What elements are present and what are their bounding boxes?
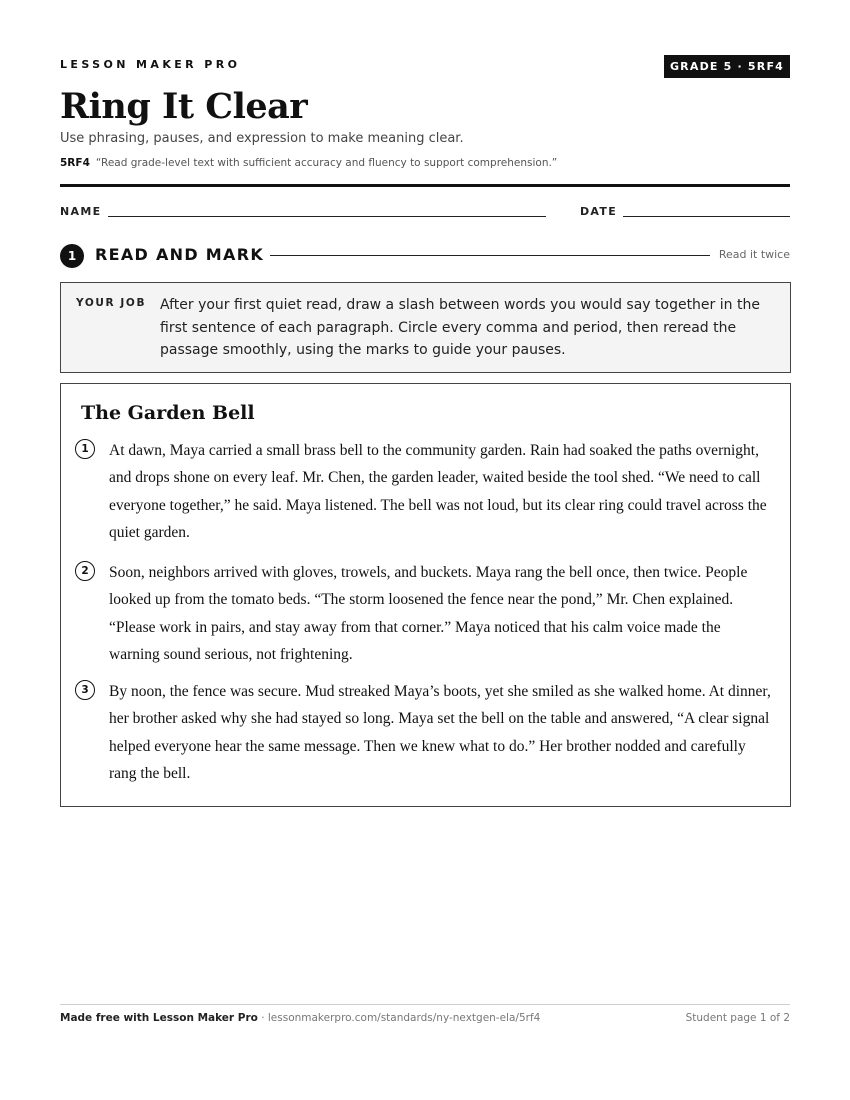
footer-separator: · [257, 1012, 268, 1024]
page-indicator: Student page 1 of 2 [685, 1012, 790, 1024]
passage-title: The Garden Bell [81, 402, 255, 424]
header-divider [60, 184, 790, 187]
standard-code: 5RF4 [60, 157, 90, 169]
passage-box [60, 383, 791, 807]
paragraph-text: Soon, neighbors arrived with gloves, trowels, and buckets. Maya rang the bell once, then twice. People looked up from the tomato beds. “The storm loosened the fence near the pond,” Mr. Chen explained. “Please work in pairs, and stay away from that corner.” Maya noticed that his calm voice made the warning sound serious, not frightening. [109, 564, 748, 663]
date-field[interactable] [623, 216, 790, 217]
paragraph-text: By noon, the fence was secure. Mud streaked Maya’s boots, yet she smiled as she walked home. At dinner, her brother asked why she had stayed so long. Maya set the bell on the table and answered, “A clear signal helped everyone hear the same message. Then we knew what to do.” Her brother nodded and carefully rang the bell. [109, 683, 771, 782]
section-number-badge: 1 [60, 244, 84, 268]
footer-credit [60, 1012, 540, 1024]
page-title: Ring It Clear [60, 86, 308, 127]
footer-divider [60, 1004, 790, 1005]
paragraph-number-badge: 3 [75, 680, 95, 700]
footer-url-link[interactable]: lessonmakerpro.com/standards/ny-nextgen-ela/5rf4 [267, 1012, 541, 1024]
instructions-box [60, 282, 791, 373]
instructions-text: After your first quiet read, draw a slash between words you would say together in the first sentence of each paragraph. Circle every comma and period, then reread the passage smoothly, using the marks to guide your pauses. [160, 297, 760, 358]
paragraph-text: At dawn, Maya carried a small brass bell to the community garden. Rain had soaked the paths overnight, and drops shone on every leaf. Mr. Chen, the garden leader, waited beside the tool shed. “We need to call everyone together,” he said. Maya listened. The bell was not loud, but its clear ring could travel across the quiet garden. [109, 442, 767, 541]
footer-made-with: Made free with Lesson Maker Pro [60, 1012, 258, 1024]
section-divider [270, 255, 710, 256]
standard-line [60, 157, 557, 169]
name-field[interactable] [108, 216, 546, 217]
standard-text: “Read grade-level text with sufficient accuracy and fluency to support comprehension.” [95, 157, 558, 169]
paragraph-number-badge: 1 [75, 439, 95, 459]
grade-badge: GRADE 5 · 5RF4 [664, 55, 790, 78]
brand-name: LESSON MAKER PRO [60, 58, 241, 71]
date-label: DATE [580, 205, 618, 218]
instructions-label: YOUR JOB [76, 297, 147, 309]
section-note: Read it twice [718, 248, 790, 261]
paragraph-number-badge: 2 [75, 561, 95, 581]
name-label: NAME [60, 205, 102, 218]
page-subtitle: Use phrasing, pauses, and expression to make meaning clear. [60, 131, 464, 146]
section-title: READ AND MARK [95, 245, 265, 264]
